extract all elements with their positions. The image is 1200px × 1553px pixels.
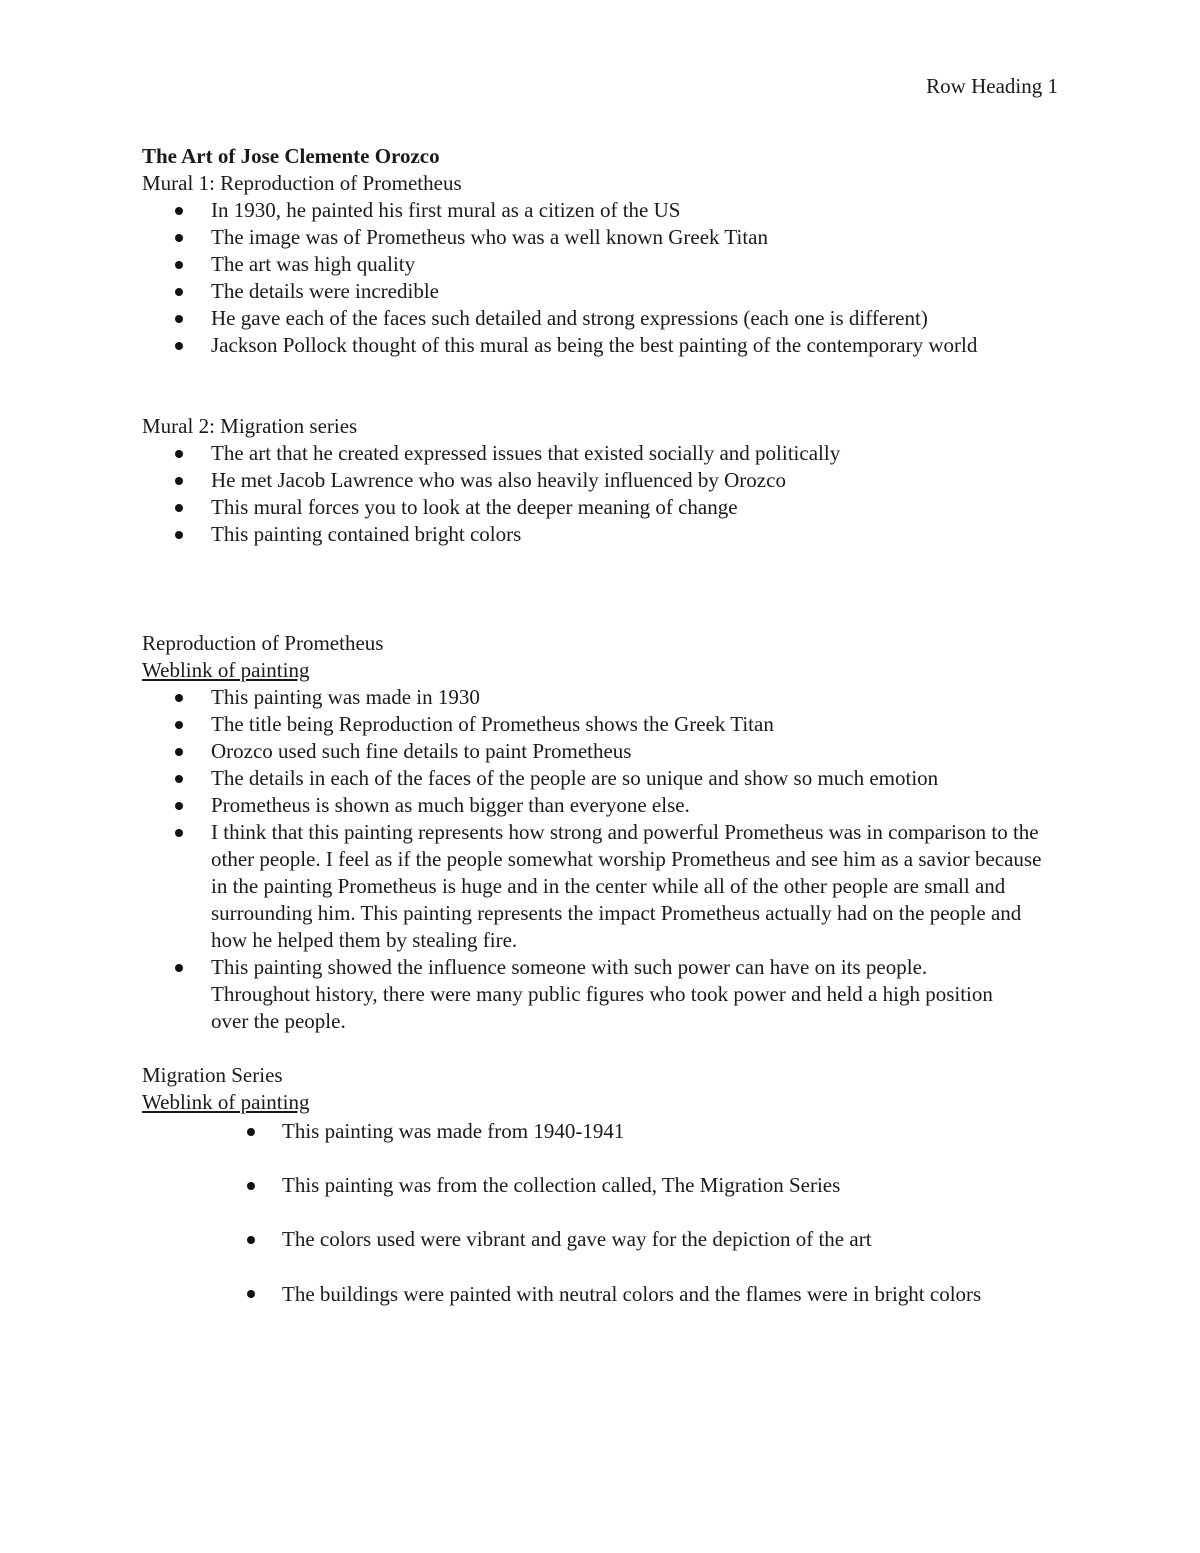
list-item: The art that he created expressed issues that existed socially and politically bbox=[142, 440, 1062, 467]
list-item: The details were incredible bbox=[142, 278, 1062, 305]
list-item: Orozco used such fine details to paint Prometheus bbox=[142, 738, 1062, 765]
list-item: The image was of Prometheus who was a well known Greek Titan bbox=[142, 224, 1062, 251]
list-item: Prometheus is shown as much bigger than everyone else. bbox=[142, 792, 1062, 819]
document-title: The Art of Jose Clemente Orozco bbox=[142, 144, 440, 168]
list-item: This mural forces you to look at the deeper meaning of change bbox=[142, 494, 1062, 521]
list-item: He gave each of the faces such detailed and strong expressions (each one is different) bbox=[142, 305, 1062, 332]
list-item: Jackson Pollock thought of this mural as being the best painting of the contemporary world bbox=[142, 332, 1031, 359]
list-item: The details in each of the faces of the people are so unique and show so much emotion bbox=[142, 765, 1062, 792]
mural-2-list bbox=[142, 440, 1062, 548]
prometheus-list bbox=[142, 684, 1062, 1035]
migration-list bbox=[142, 1118, 1062, 1321]
section-prometheus bbox=[142, 630, 1062, 1035]
list-item: This painting was made in 1930 bbox=[142, 684, 1062, 711]
list-item: This painting was from the collection called, The Migration Series bbox=[142, 1172, 1062, 1199]
list-item: In 1930, he painted his first mural as a citizen of the US bbox=[142, 197, 1062, 224]
migration-weblink[interactable]: Weblink of painting bbox=[142, 1090, 310, 1114]
list-item: The art was high quality bbox=[142, 251, 1062, 278]
list-item: This painting contained bright colors bbox=[142, 521, 1062, 548]
mural-1-list bbox=[142, 197, 1062, 359]
section-mural-1 bbox=[142, 143, 1062, 359]
list-item: I think that this painting represents how strong and powerful Prometheus was in comparison to the other people. I feel as if the people somewhat worship Prometheus and see him as a savior because in the painting Prometheus is huge and in the center while all of the other people are small and surrounding him. This painting represents the impact Prometheus actually had on the people and how he helped them by stealing fire. bbox=[142, 819, 1056, 954]
list-item: The buildings were painted with neutral colors and the flames were in bright colors bbox=[142, 1267, 1022, 1321]
prometheus-heading: Reproduction of Prometheus bbox=[142, 631, 384, 655]
migration-heading: Migration Series bbox=[142, 1063, 283, 1087]
list-item: This painting was made from 1940-1941 bbox=[142, 1118, 1062, 1145]
list-item: The title being Reproduction of Prometheus shows the Greek Titan bbox=[142, 711, 1062, 738]
mural-2-heading: Mural 2: Migration series bbox=[142, 414, 358, 438]
list-item: He met Jacob Lawrence who was also heavily influenced by Orozco bbox=[142, 467, 1062, 494]
prometheus-weblink[interactable]: Weblink of painting bbox=[142, 658, 310, 682]
list-item: This painting showed the influence someone with such power can have on its people. Throughout history, there were many public figures who took power and held a high position over the people. bbox=[142, 954, 1031, 1035]
running-head: Row Heading 1 bbox=[926, 74, 1058, 98]
section-migration bbox=[142, 1062, 1062, 1348]
mural-1-heading: Mural 1: Reproduction of Prometheus bbox=[142, 171, 462, 195]
section-mural-2 bbox=[142, 413, 1062, 548]
list-item: The colors used were vibrant and gave way for the depiction of the art bbox=[142, 1226, 1062, 1253]
